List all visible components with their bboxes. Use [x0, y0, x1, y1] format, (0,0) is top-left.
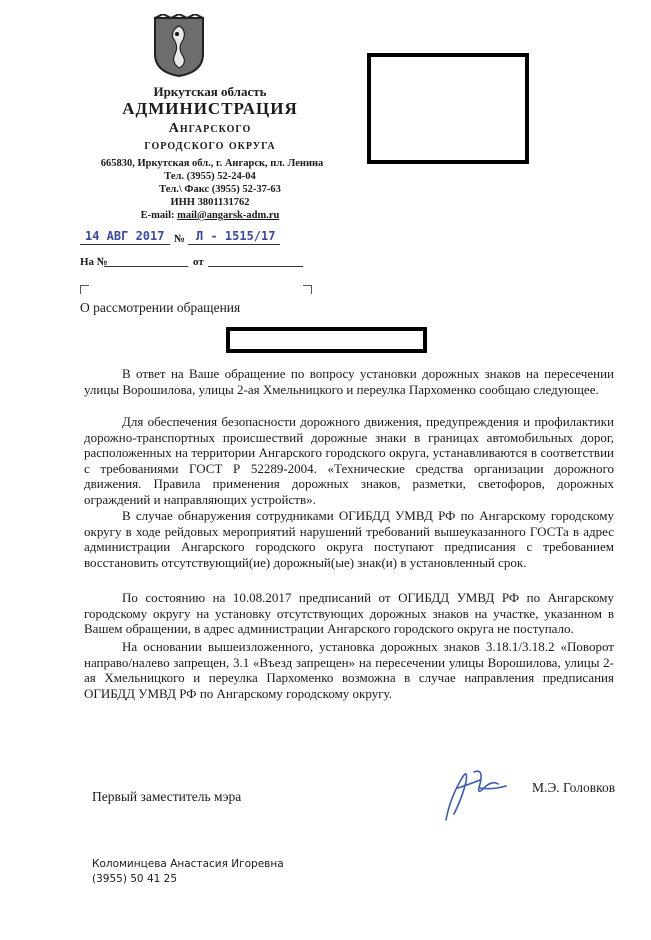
inn: ИНН 3801131762: [170, 197, 250, 208]
signatory-name: М.Э. Головков: [532, 780, 616, 795]
coat-of-arms-emblem: [153, 14, 205, 78]
reply-to-label: На №: [80, 256, 108, 268]
administration-title: АДМИНИСТРАЦИЯ: [122, 99, 298, 118]
reply-date-line: [208, 266, 303, 267]
corner-mark-right: [303, 285, 312, 294]
executor-phone: (3955) 50 41 25: [92, 873, 178, 885]
administration-line2: городского округа: [144, 138, 276, 153]
fax: Тел.\ Факс (3955) 52-37-63: [159, 184, 281, 195]
body-paragraph-4: По состоянию на 10.08.2017 предписаний от ОГИБДД УМВД РФ по Ангарскому городскому округу на установку отсутствующих дорожных знаков на участке, указанном в Вашем обращении, в адрес администрации Ангарского городского округа не поступало.: [84, 590, 614, 637]
body-paragraph-3: В случае обнаружения сотрудниками ОГИБДД УМВД РФ по Ангарскому городскому округу в ходе рейдовых мероприятий нарушений требований вышеуказанного ГОСТа в адрес администрации Ангарского городского округа поступают предписания с требованием восстановить отсутствующий(ие) дорожный(ые) знак(и) в установленный срок.: [84, 508, 614, 570]
number-sign: №: [174, 233, 186, 245]
registration-number: Л - 1515/17: [196, 229, 276, 243]
corner-mark-left: [80, 285, 89, 294]
date-line: [80, 244, 170, 245]
phone: Тел. (3955) 52-24-04: [164, 171, 256, 182]
executor-name: Коломинцева Анастасия Игоревна: [92, 858, 284, 870]
redacted-salutation: [226, 327, 427, 353]
signatory-position: Первый заместитель мэра: [92, 789, 242, 804]
administration-line1: Ангарского: [168, 121, 252, 136]
email-label: E-mail:: [140, 210, 178, 221]
reply-date-label: от: [193, 256, 204, 268]
handwritten-signature: [440, 758, 510, 826]
address: 665830, Иркутская обл., г. Ангарск, пл. Ленина: [100, 158, 324, 169]
number-line: [188, 244, 280, 245]
body-paragraph-1: В ответ на Ваше обращение по вопросу установки дорожных знаков на пересечении улицы Ворошилова, улицы 2-ая Хмельницкого и переулка Пархоменко сообщаю следующее.: [84, 366, 614, 397]
reply-number-line: [104, 266, 188, 267]
redacted-addressee: [367, 53, 529, 164]
body-paragraph-2: Для обеспечения безопасности дорожного движения, предупреждения и профилактики дорожно-транспортных происшествий дорожные знаки в границах автомобильных дорог, расположенных на территории Ангарского городского округа, устанавливаются в соответствии с требованиями ГОСТ Р 52289-2004. «Технические средства организации дорожного движения. Правила применения дорожных знаков, разметки, светофоров, дорожных ограждений и направляющих устройств».: [84, 414, 614, 507]
email-link[interactable]: mail@angarsk-adm.ru: [177, 210, 280, 221]
body-paragraph-5: На основании вышеизложенного, установка дорожных знаков 3.18.1/3.18.2 «Поворот направо/налево запрещен, 3.1 «Въезд запрещен» на пересечении улицы Ворошилова, улицы 2-ая Хмельницкого и переулка Пархоменко возможна в случае направления предписания ОГИБДД УМВД РФ по Ангарскому городскому округу.: [84, 639, 614, 701]
subject-line: О рассмотрении обращения: [80, 300, 241, 315]
email-line: [60, 210, 360, 221]
region-name: Иркутская область: [153, 84, 267, 99]
registration-date: 14 АВГ 2017: [85, 229, 165, 243]
